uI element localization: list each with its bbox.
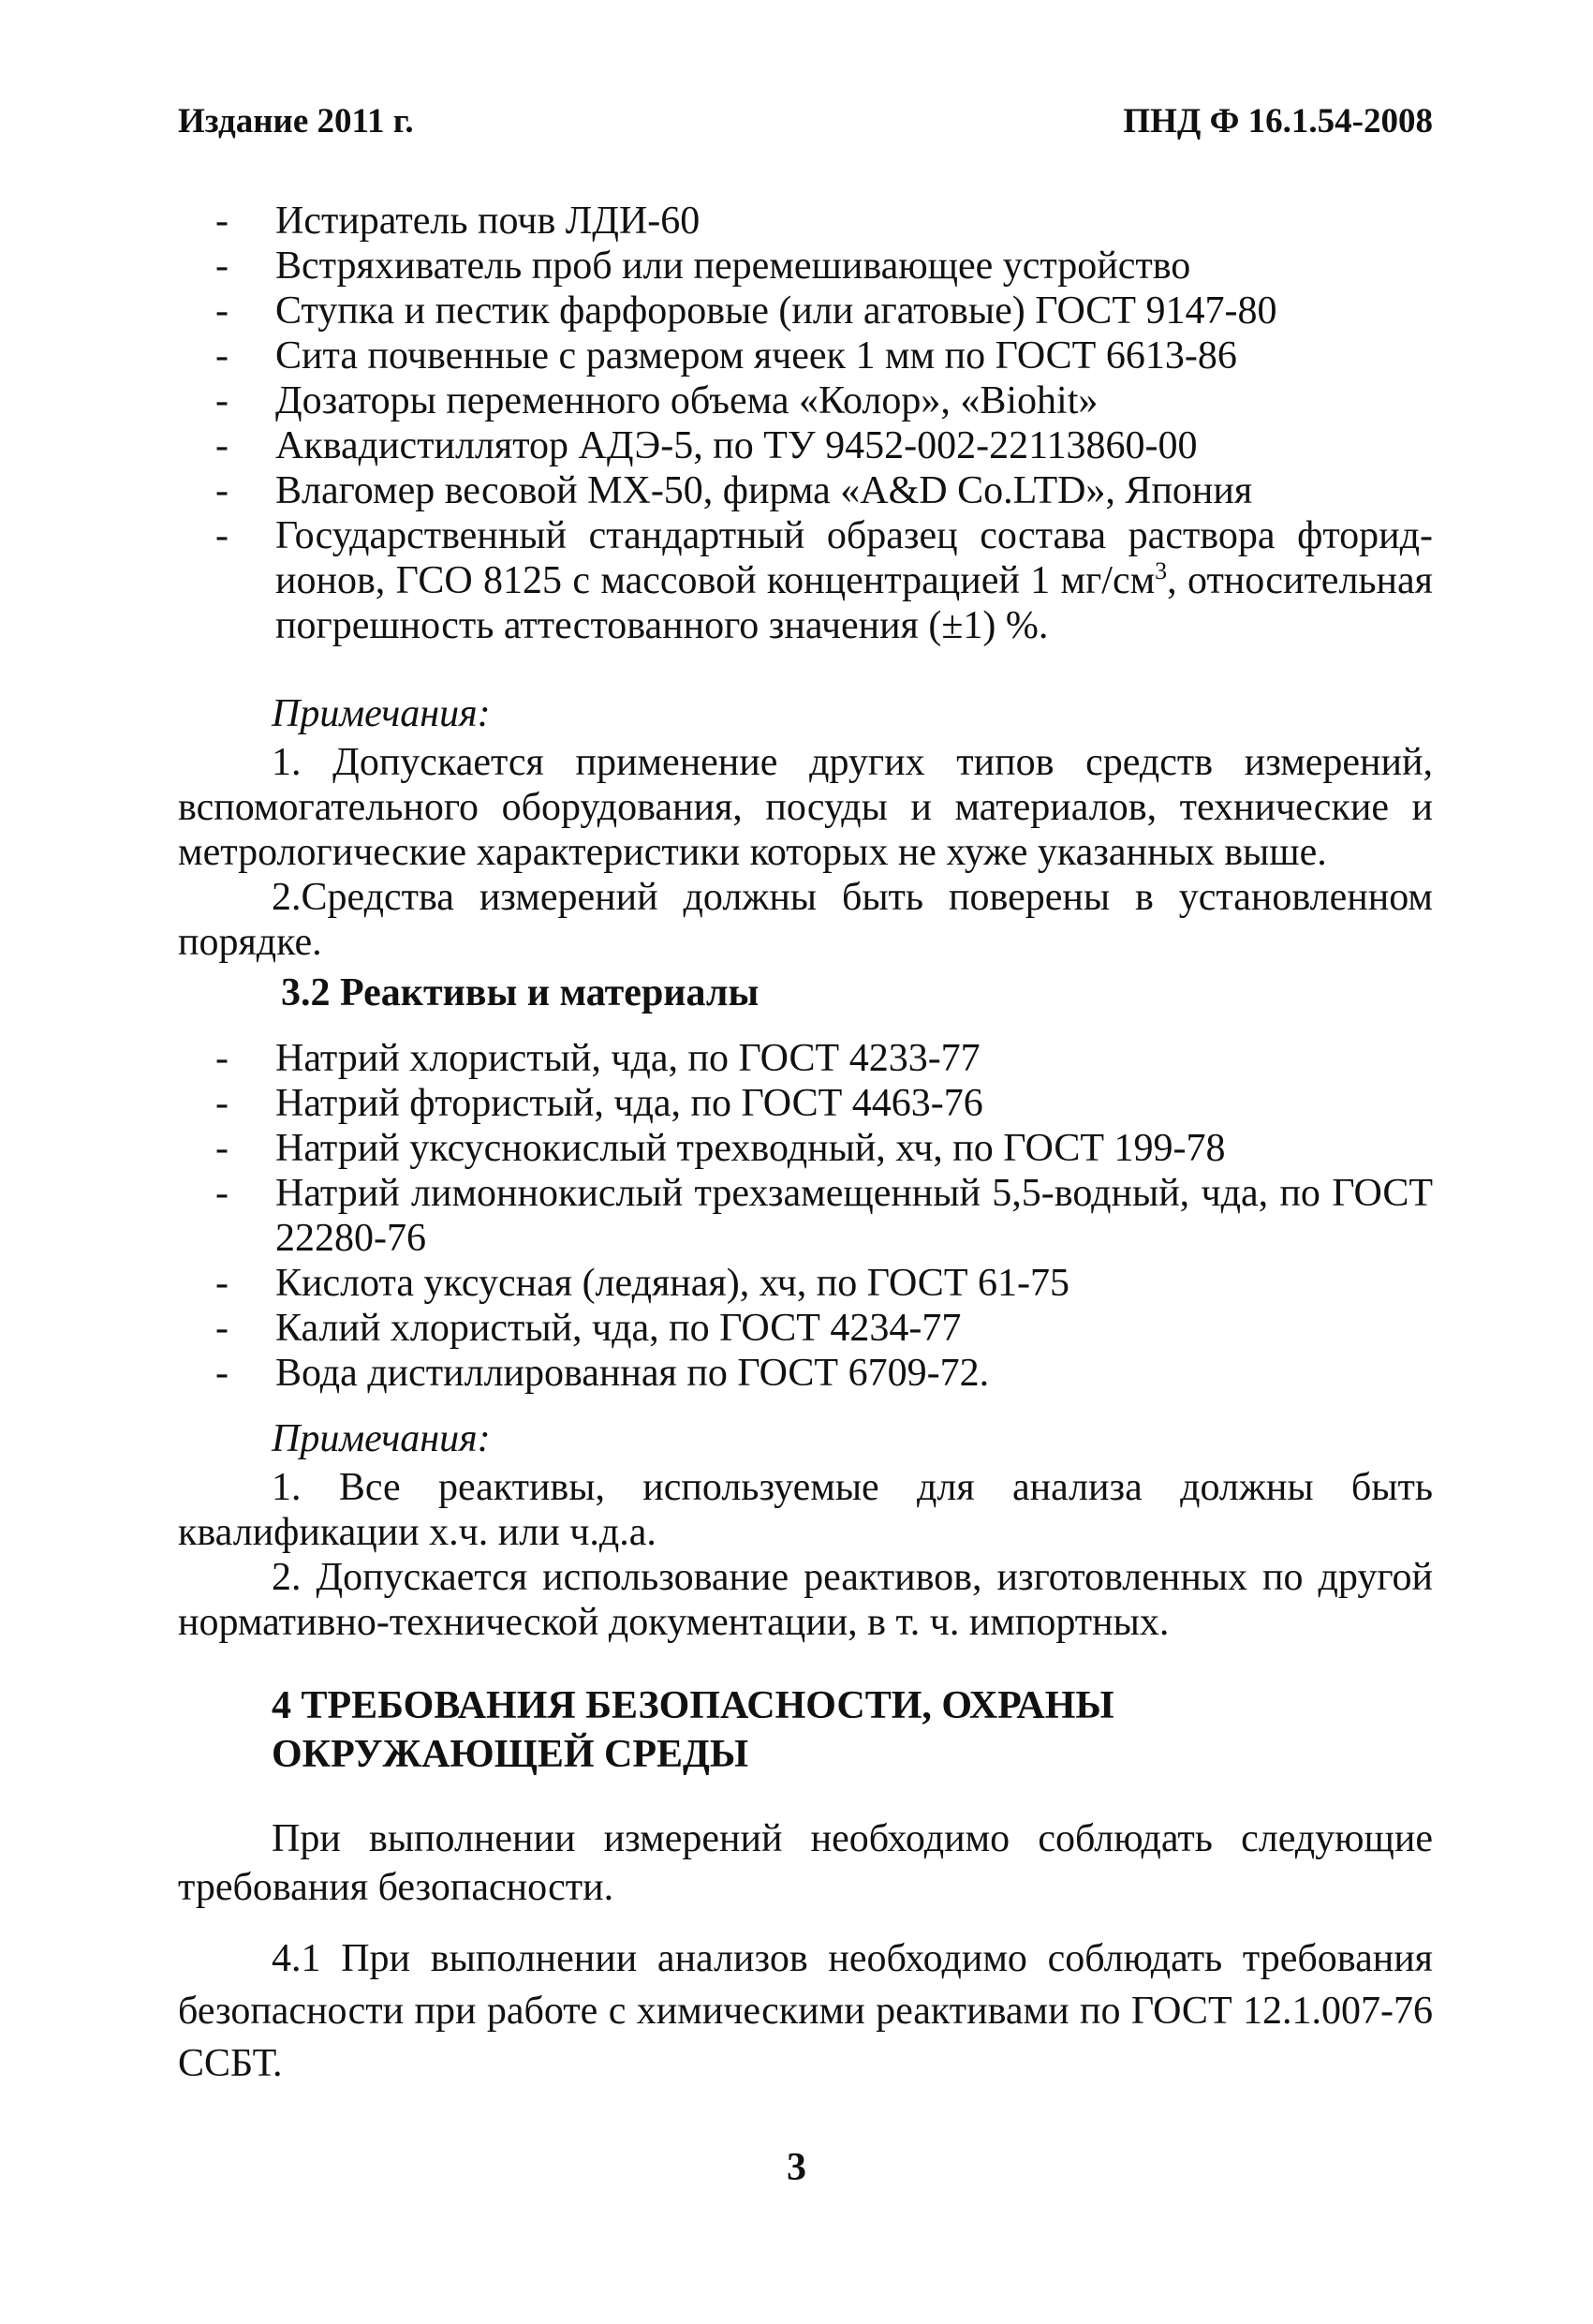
list-item: - Калий хлористый, чда, по ГОСТ 4234-77: [215, 1307, 962, 1350]
note-paragraph: 2. Допускается использование реактивов, изготовленных по другой нормативно-технической документации, в т. ч. импортных.: [178, 1556, 1433, 1644]
equipment-list: [178, 199, 1433, 648]
section-3-2: [178, 970, 1433, 1396]
section-intro: При выполнении измерений необходимо соблюдать следующие требования безопасности.: [178, 1817, 1433, 1909]
list-item: - Аквадистиллятор АДЭ-5, по ТУ 9452-002-22113860-00: [215, 424, 1198, 467]
note-paragraph: 2.Средства измерений должны быть поверены в установленном порядке.: [178, 876, 1433, 964]
list-item: - Истиратель почв ЛДИ-60: [215, 200, 701, 243]
list-item: - Натрий уксуснокислый трехводный, хч, по ГОСТ 199-78: [215, 1127, 1226, 1170]
section-4: [178, 1681, 1433, 2090]
list-item: - Кислота уксусная (ледяная), хч, по ГОСТ 61-75: [215, 1262, 1069, 1305]
document-code: ПНД Ф 16.1.54-2008: [1123, 102, 1433, 141]
list-item: - Натрий лимоннокислый трехзамещенный 5,5-водный, чда, по ГОСТ 22280-76: [215, 1172, 1433, 1260]
notes-block-1: [178, 691, 1433, 965]
list-item: - Сита почвенные с размером ячеек 1 мм по ГОСТ 6613-86: [215, 334, 1237, 377]
page-header: [178, 101, 1433, 148]
section-heading-line: 4 ТРЕБОВАНИЯ БЕЗОПАСНОСТИ, ОХРАНЫ: [272, 1684, 1114, 1727]
page-number: 3: [787, 2146, 806, 2189]
notes-block-2: [178, 1416, 1433, 1645]
notes-title: Примечания:: [272, 692, 491, 735]
notes-title: Примечания:: [272, 1417, 491, 1460]
equipment-list-block: [178, 199, 1433, 648]
list-item: - Дозаторы переменного объема «Колор», «Biohit»: [215, 379, 1099, 422]
list-item: - Встряхиватель проб или перемешивающее устройство: [215, 244, 1191, 288]
section-heading-line: ОКРУЖАЮЩЕЙ СРЕДЫ: [272, 1733, 749, 1776]
section-heading: 3.2 Реактивы и материалы: [281, 971, 760, 1014]
reagents-list: [178, 1036, 1433, 1396]
gso-list-item: - Государственный стандартный образец состава раствора фторид-ионов, ГСО 8125 с массовой концентрацией 1 $мг/см^3$, относительная погрешность аттестованного значения (±1) %.: [215, 514, 1433, 647]
list-item: - Натрий фтористый, чда, по ГОСТ 4463-76: [215, 1082, 983, 1125]
list-item: - Вода дистиллированная по ГОСТ 6709-72.: [215, 1352, 990, 1395]
edition-label: Издание 2011 г.: [178, 102, 414, 141]
note-paragraph: 1. Все реактивы, используемые для анализа должны быть квалификации х.ч. или ч.д.а.: [178, 1466, 1433, 1554]
list-item: - Ступка и пестик фарфоровые (или агатовые) ГОСТ 9147-80: [215, 289, 1277, 333]
note-paragraph: 1. Допускается применение других типов средств измерений, вспомогательного оборудования, посуды и материалов, технические и метрологические характеристики которых не хуже указанных выше.: [178, 741, 1433, 874]
superscript: 3: [1155, 557, 1168, 585]
paragraph-4-1: 4.1 При выполнении анализов необходимо соблюдать требования безопасности при работе с химическими реактивами по ГОСТ 12.1.007-76 ССБТ.: [178, 1937, 1433, 2085]
list-item: - Влагомер весовой МХ-50, фирма «A&D Co.LTD», Япония: [215, 469, 1253, 512]
list-item: - Натрий хлористый, чда, по ГОСТ 4233-77: [215, 1037, 981, 1080]
